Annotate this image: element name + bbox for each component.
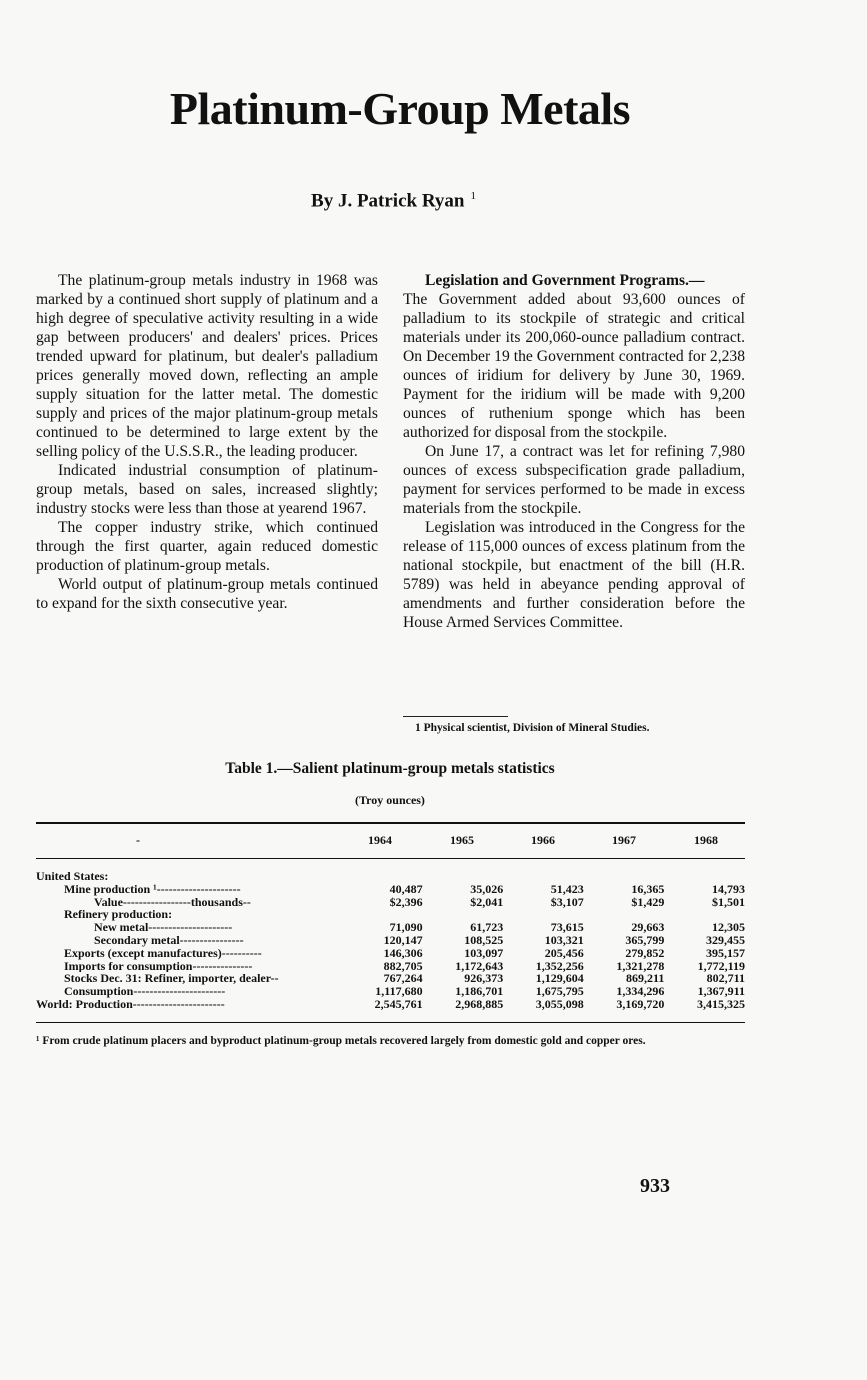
table-row [36, 998, 745, 1011]
row-label: Refinery production: [64, 908, 173, 922]
paragraph: Indicated industrial consumption of platinum-group metals, based on sales, increased slightly; industry stocks were less than those at yearend 1967. [36, 462, 378, 517]
row-label: Mine production ¹--------------------- [64, 882, 241, 896]
table-cell: 365,799 [625, 932, 665, 947]
row-label: Exports (except manufactures)---------- [64, 946, 262, 960]
table-row [36, 934, 745, 947]
table-top-rule [36, 822, 745, 824]
paragraph: The platinum-group metals industry in 1968 was marked by a continued short supply of platinum and a high degree of speculative activity resulting in a wide gap between producers' and dealers' prices. Prices trended upward for platinum, but dealer's palladium prices generally moved down, reflecting an ample supply situation for the latter metal. The domestic supply and prices of the major platinum-group metals continued to be determined to large extent by the selling policy of the U.S.S.R., the leading producer. [36, 272, 378, 460]
table-cell: 1,334,296 [616, 984, 665, 999]
table-cell: 279,852 [625, 945, 665, 960]
year-header: 1968 [694, 833, 718, 847]
table-cell: 71,090 [389, 920, 423, 935]
table-cell: 205,456 [544, 945, 584, 960]
footnote-divider [403, 716, 508, 717]
table-cell: 1,352,256 [535, 958, 584, 973]
paragraph: Legislation was introduced in the Congress for the release of 115,000 ounces of excess platinum from the national stockpile, but enactment of the bill (H.R. 5789) was held in abeyance pending approval of amendments and further consideration before the House Armed Services Committee. [403, 519, 745, 631]
table-cell: 3,169,720 [616, 996, 665, 1011]
table-cell: 882,705 [383, 958, 423, 973]
table-header-rule [36, 858, 745, 859]
table-cell: 51,423 [550, 881, 584, 896]
table-cell: 61,723 [470, 920, 504, 935]
paragraph: World output of platinum-group metals continued to expand for the sixth consecutive year. [36, 576, 378, 612]
paragraph: The copper industry strike, which continued through the first quarter, again reduced domestic production of platinum-group metals. [36, 519, 378, 574]
table-cell: 1,117,680 [375, 984, 423, 999]
page-title: Platinum-Group Metals [169, 83, 631, 134]
table-row [36, 883, 745, 896]
table-cell: 1,321,278 [616, 958, 665, 973]
left-column [36, 271, 378, 613]
table-cell: 1,772,119 [697, 958, 745, 973]
table-cell: $2,041 [470, 894, 504, 909]
row-label: Secondary metal---------------- [94, 933, 244, 947]
table-cell: 1,675,795 [535, 984, 584, 999]
table-unit: (Troy ounces) [355, 793, 425, 807]
page-number: 933 [640, 1175, 670, 1197]
table-cell: 12,305 [711, 920, 745, 935]
paragraph: On June 17, a contract was let for refining 7,980 ounces of excess subspecification grade palladium, payment for services performed to be made in excess materials from the stockpile. [403, 443, 745, 517]
table-row [36, 870, 745, 883]
table-cell: 1,367,911 [697, 984, 745, 999]
row-label: World: Production----------------------- [36, 997, 225, 1011]
row-label: New metal--------------------- [94, 921, 233, 934]
table-cell: $3,107 [550, 894, 584, 909]
table-cell: 1,186,701 [455, 984, 504, 999]
table-cell: 802,711 [706, 971, 745, 986]
table-cell: 1,129,604 [535, 971, 584, 986]
row-label: Value-----------------thousands-- [94, 895, 251, 909]
table-row [36, 896, 745, 909]
table-cell: $1,501 [711, 894, 745, 909]
table-cell: 103,097 [464, 945, 504, 960]
year-header: 1967 [612, 833, 636, 847]
table-cell: 29,663 [631, 920, 665, 935]
table-cell: 869,211 [626, 971, 665, 986]
paragraph: The Government added about 93,600 ounces of palladium to its stockpile of strategic and critical materials under its 200,060-ounce palladium contract. On December 19 the Government contracted for 2,238 ounces of iridium for delivery by June 30, 1969. Payment for the iridium will be made with 9,200 ounces of ruthenium sponge which has been authorized for disposal from the stockpile. [403, 291, 745, 441]
byline [0, 190, 787, 212]
row-label: Imports for consumption--------------- [64, 959, 253, 973]
table-cell: 926,373 [464, 971, 504, 986]
table-title: Table 1.—Salient platinum-group metals statistics [225, 760, 555, 777]
table-cell: 120,147 [383, 932, 423, 947]
table-row [36, 947, 745, 960]
table-cell: 108,525 [464, 932, 504, 947]
table-cell: 329,455 [705, 932, 745, 947]
table-cell: 2,968,885 [455, 996, 504, 1011]
row-label: Consumption----------------------- [64, 985, 226, 998]
table-cell: 767,264 [383, 971, 423, 986]
table-footnote: ¹ From crude platinum placers and byproduct platinum-group metals recovered largely from domestic gold and copper ores. [36, 1035, 646, 1047]
table-cell: 2,545,761 [374, 996, 423, 1011]
table-cell: 3,055,098 [535, 996, 584, 1011]
table-cell: 73,615 [550, 920, 584, 935]
table-cell: 40,487 [389, 881, 423, 896]
year-header: 1964 [368, 833, 392, 847]
table-header-blank: - [136, 833, 140, 847]
table-cell: 395,157 [705, 945, 745, 960]
table-cell: 103,321 [544, 932, 584, 947]
table-bottom-rule [36, 1022, 745, 1023]
table-cell: 16,365 [631, 881, 665, 896]
author: By J. Patrick Ryan [311, 190, 465, 212]
author-footnote: 1 Physical scientist, Division of Mineral Studies. [415, 722, 650, 734]
table-cell: 14,793 [711, 881, 745, 896]
table-cell: 35,026 [470, 881, 504, 896]
year-header: 1965 [450, 833, 474, 847]
footnote-marker: 1 [470, 190, 476, 202]
year-header: 1966 [531, 833, 555, 847]
right-column [403, 271, 745, 632]
table-cell: $1,429 [631, 894, 665, 909]
section-heading: Legislation and Government Programs.— [425, 272, 705, 289]
row-label: United States: [36, 870, 109, 883]
statistics-table [36, 870, 745, 1011]
table-cell: 3,415,325 [696, 996, 745, 1011]
row-label: Stocks Dec. 31: Refiner, importer, dealer-- [64, 972, 279, 986]
table-cell: 146,306 [383, 945, 423, 960]
table-cell: $2,396 [389, 894, 423, 909]
table-cell: 1,172,643 [455, 958, 504, 973]
